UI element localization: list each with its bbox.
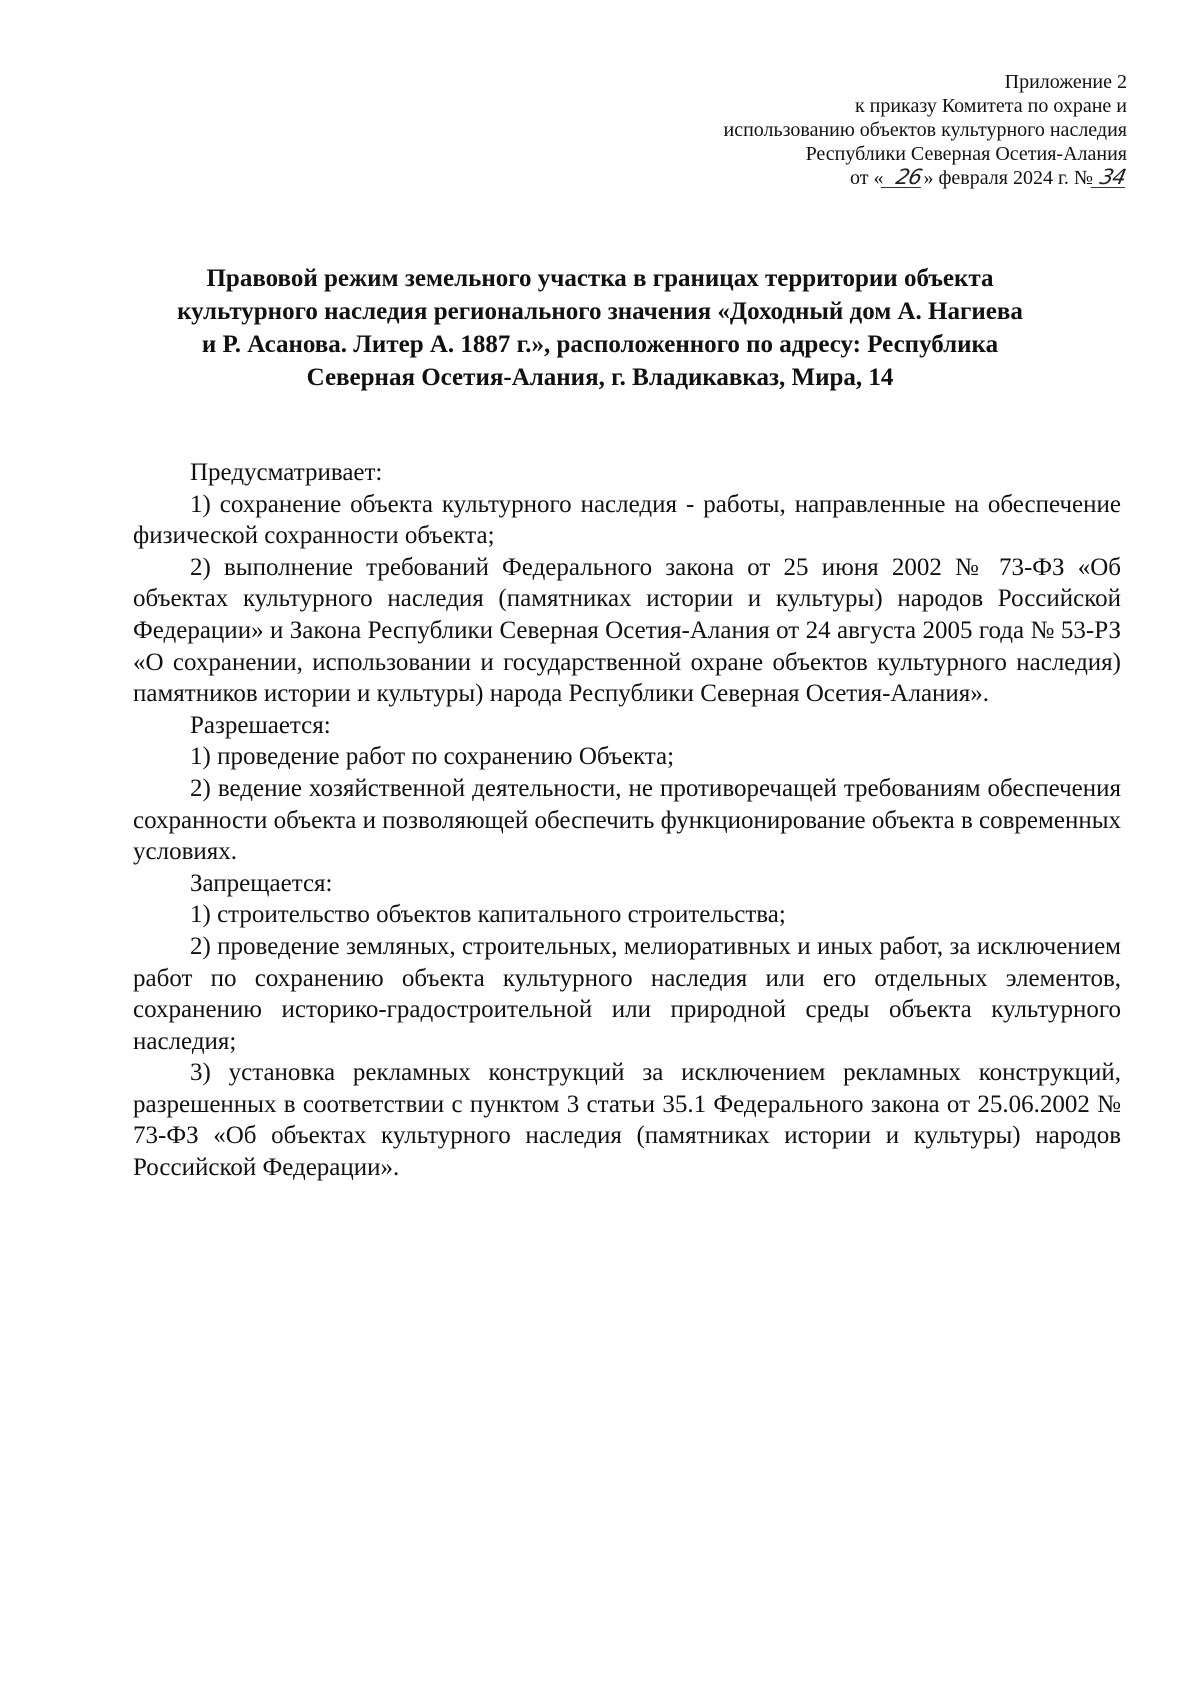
section-heading-forbidden: Запрещается:: [190, 869, 333, 897]
appendix-date-line: [567, 166, 1127, 190]
allowed-item-2: 2) ведение хозяйственной деятельности, не противоречащей требованиям обеспечения сохранности объекта и позволяющей обеспечить функционирование объекта в современных условиях.: [133, 774, 1121, 866]
document-title: [100, 262, 1100, 394]
date-month-year: » февраля 2024 г. №: [923, 167, 1093, 189]
section-heading-allowed: Разрешается:: [190, 711, 331, 739]
allowed-item-1: 1) проведение работ по сохранению Объекта;: [190, 743, 675, 771]
appendix-order-reference: к приказу Комитета по охране и: [854, 95, 1127, 117]
forbidden-item-3: 3) установка рекламных конструкций за исключением рекламных конструкций, разрешенных в соответствии с пунктом 3 статьи 35.1 Федерального закона от 25.06.2002 № 73-ФЗ «Об объектах культурного наследия (памятниках истории и культуры) народов Российской Федерации».: [133, 1059, 1121, 1182]
appendix-label: Приложение 2: [1004, 71, 1127, 93]
title-line-2: культурного наследия регионального значения «Доходный дом А. Нагиева: [177, 298, 1023, 325]
date-prefix: от «: [849, 167, 884, 189]
appendix-republic-name: Республики Северная Осетия-Алания: [805, 143, 1127, 165]
section-heading-provides: Предусматривает:: [190, 459, 383, 486]
handwritten-order-number: 34: [1091, 167, 1129, 188]
appendix-header: [567, 70, 1127, 190]
provides-item-1: 1) сохранение объекта культурного наследия - работы, направленные на обеспечение физической сохранности объекта;: [133, 490, 1121, 550]
title-line-4: Северная Осетия-Алания, г. Владикавказ, Мира, 14: [306, 364, 894, 391]
title-line-3: и Р. Асанова. Литер А. 1887 г.», расположенного по адресу: Республика: [201, 331, 999, 358]
provides-item-2: 2) выполнение требований Федерального закона от 25 июня 2002 № 73-ФЗ «Об объектах культурного наследия (памятниках истории и культуры) народов Российской Федерации» и Закона Республики Северная Осетия-Алания от 24 августа 2005 года № 53-РЗ «О сохранении, использовании и государственной охране объектов культурного наследия) памятников истории и культуры) народа Республики Северная Осетия-Алания».: [133, 553, 1121, 708]
forbidden-item-2: 2) проведение земляных, строительных, мелиоративных и иных работ, за исключением работ по сохранению объекта культурного наследия или его отдельных элементов, сохранению историко-градостроительной или природной среды объекта культурного наследия;: [133, 932, 1121, 1055]
title-line-1: Правовой режим земельного участка в границах территории объекта: [206, 265, 994, 292]
appendix-committee-name: использованию объектов культурного наследия: [723, 119, 1127, 141]
handwritten-day: 26: [881, 167, 925, 188]
forbidden-item-1: 1) строительство объектов капитального строительства;: [190, 901, 786, 929]
document-body: [133, 457, 1121, 1184]
